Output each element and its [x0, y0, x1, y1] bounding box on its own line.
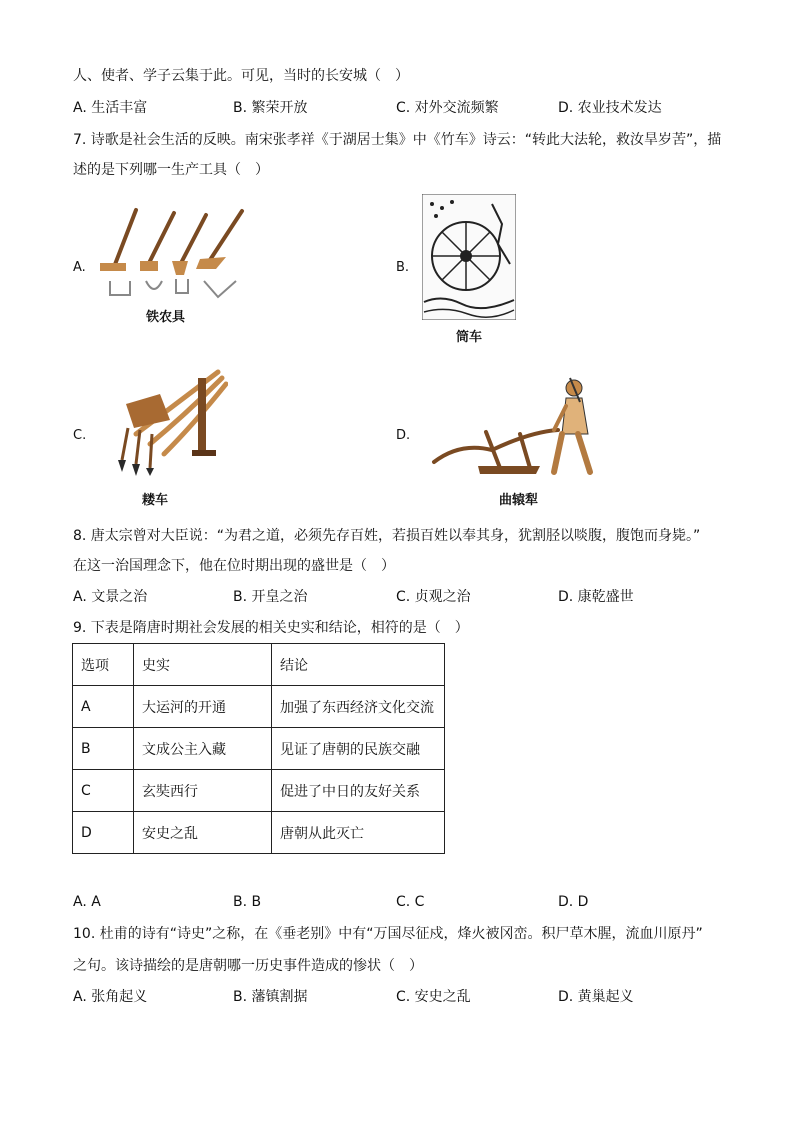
table-row — [73, 812, 445, 854]
q6-option-a[interactable]: A. 生活丰富 — [73, 100, 148, 116]
q6-tail: 人、使者、学子云集于此。可见，当时的长安城（ ） — [73, 68, 409, 84]
table-row — [73, 686, 445, 728]
q8-option-d[interactable]: D. 康乾盛世 — [558, 589, 634, 605]
q9-option-d[interactable]: D. D — [558, 894, 589, 910]
table-cell: 促进了中日的友好关系 — [272, 770, 445, 812]
q7-option-d-letter[interactable]: D. — [396, 428, 411, 443]
q8-stem-line2: 在这一治国理念下，他在位时期出现的盛世是（ ） — [73, 558, 395, 574]
table-cell: B — [73, 728, 134, 770]
q9-stem: 9. 下表是隋唐时期社会发展的相关史实和结论，相符的是（ ） — [73, 620, 469, 636]
table-row — [73, 770, 445, 812]
q8-option-a[interactable]: A. 文景之治 — [73, 589, 148, 605]
q7-caption-b: 筒车 — [456, 330, 483, 345]
q8-option-c[interactable]: C. 贞观之治 — [396, 589, 471, 605]
q10-stem-line2: 之句。该诗描绘的是唐朝哪一历史事件造成的惨状（ ） — [73, 958, 423, 974]
table-cell: 安史之乱 — [134, 812, 272, 854]
q9-option-c[interactable]: C. C — [396, 894, 425, 910]
q9-option-a[interactable]: A. A — [73, 894, 101, 910]
table-cell: C — [73, 770, 134, 812]
table-cell: A — [73, 686, 134, 728]
q7-option-b-letter[interactable]: B. — [396, 260, 410, 275]
q7-caption-d: 曲辕犁 — [499, 493, 539, 508]
q6-option-c[interactable]: C. 对外交流频繁 — [396, 100, 499, 116]
table-header-cell: 选项 — [73, 644, 134, 686]
table-cell: D — [73, 812, 134, 854]
table-cell: 文成公主入藏 — [134, 728, 272, 770]
q10-stem-line1: 10. 杜甫的诗有“诗史”之称，在《垂老别》中有“万国尽征戍，烽火被冈峦。积尸草木腥，流血川原丹” — [73, 926, 703, 942]
tube-waterwheel-image — [422, 194, 516, 320]
table-cell: 唐朝从此灭亡 — [272, 812, 445, 854]
q8-stem-line1: 8. 唐太宗曾对大臣说：“为君之道，必须先存百姓，若损百姓以奉其身，犹割胫以啖腹，腹饱而身毙。” — [73, 528, 701, 544]
table-cell: 玄奘西行 — [134, 770, 272, 812]
q7-caption-c: 耧车 — [142, 493, 169, 508]
table-cell: 大运河的开通 — [134, 686, 272, 728]
table-header-row — [73, 644, 445, 686]
q7-caption-a: 铁农具 — [146, 310, 186, 325]
q7-option-a-letter[interactable]: A. — [73, 260, 86, 275]
q7-stem-line1: 7. 诗歌是社会生活的反映。南宋张孝祥《于湖居士集》中《竹车》诗云：“转此大法轮，救汝旱岁苦”，描 — [73, 132, 722, 148]
table-header-cell: 史实 — [134, 644, 272, 686]
table-row — [73, 728, 445, 770]
q10-option-d[interactable]: D. 黄巢起义 — [558, 989, 634, 1005]
q6-option-b[interactable]: B. 繁荣开放 — [233, 100, 308, 116]
q6-option-d[interactable]: D. 农业技术发达 — [558, 100, 662, 116]
q8-option-b[interactable]: B. 开皇之治 — [233, 589, 308, 605]
q7-stem-line2: 述的是下列哪一生产工具（ ） — [73, 162, 269, 178]
q9-table — [72, 643, 445, 854]
iron-tools-image — [96, 205, 246, 300]
table-header-cell: 结论 — [272, 644, 445, 686]
table-cell: 见证了唐朝的民族交融 — [272, 728, 445, 770]
seed-drill-image — [106, 364, 228, 476]
curved-plow-image — [430, 372, 606, 478]
q9-option-b[interactable]: B. B — [233, 894, 262, 910]
q7-option-c-letter[interactable]: C. — [73, 428, 87, 443]
table-cell: 加强了东西经济文化交流 — [272, 686, 445, 728]
q10-option-a[interactable]: A. 张角起义 — [73, 989, 148, 1005]
q10-option-c[interactable]: C. 安史之乱 — [396, 989, 471, 1005]
q10-option-b[interactable]: B. 藩镇割据 — [233, 989, 308, 1005]
